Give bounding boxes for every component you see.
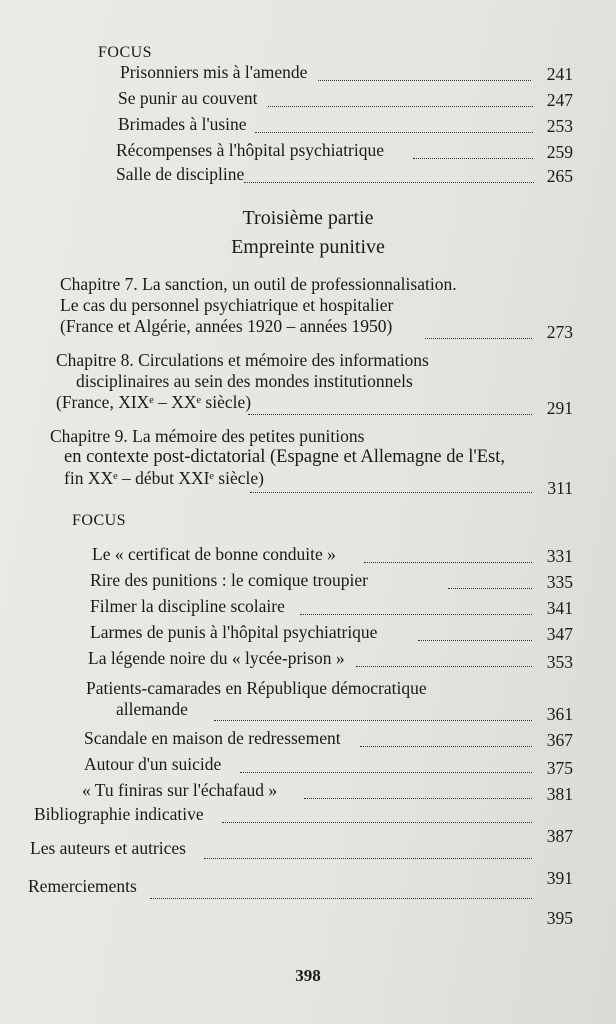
page-number: 395 [546,908,573,928]
chapter-dates: fin XXᵉ – début XXIᵉ siècle) [64,468,264,488]
dot-leader [250,492,532,493]
toc-entry [92,544,336,565]
entry-title: Récompenses à l'hôpital psychiatrique [116,140,385,160]
page-number: 253 [546,116,573,136]
entry-title: Le « certificat de bonne conduite » [92,544,336,564]
dot-leader [222,822,532,823]
chapter-title: Chapitre 7. La sanction, un outil de professionnalisation. [60,274,457,294]
entry-title-continued: allemande [116,699,188,719]
entry-title: Se punir au couvent [118,88,258,108]
dot-leader [255,132,533,133]
page-number: 291 [546,398,573,418]
toc-entry [116,164,244,185]
dot-leader [364,562,532,563]
entry-title: Bibliographie indicative [34,804,204,824]
dot-leader [448,588,532,589]
dot-leader [318,80,531,81]
chapter-subtitle: Le cas du personnel psychiatrique et hospitalier [60,295,394,315]
toc-entry [90,622,377,643]
toc-entry [118,114,247,135]
dot-leader [304,798,532,799]
page-number: 259 [546,142,573,162]
chapter-subtitle: en contexte post-dictatorial (Espagne et Allemagne de l'Est, [64,447,506,467]
dot-leader [360,746,532,747]
toc-entry [120,62,307,83]
entry-title: Scandale en maison de redressement [84,728,341,748]
toc-entry [118,88,257,109]
page-number: 347 [546,624,573,644]
page-folio: 398 [295,966,321,985]
page-number: 387 [546,826,573,846]
chapter-subtitle: disciplinaires au sein des mondes institutionnels [76,371,413,391]
page-number: 331 [546,546,573,566]
part-title: Empreinte punitive [231,236,385,258]
page-number: 241 [546,64,573,84]
entry-title: Prisonniers mis à l'amende [120,62,308,82]
page-number: 367 [546,730,573,750]
dot-leader [413,158,533,159]
page-number: 353 [546,652,573,672]
chapter-dates: (France, XIXᵉ – XXᵉ siècle) [56,392,252,412]
page-number: 391 [546,868,573,888]
dot-leader [425,338,532,339]
toc-entry [90,596,285,617]
page-number: 361 [546,704,573,724]
dot-leader [150,898,532,899]
dot-leader [204,858,532,859]
entry-title: Larmes de punis à l'hôpital psychiatrique [90,622,378,642]
entry-title: « Tu finiras sur l'échafaud » [82,780,278,800]
entry-title: Les auteurs et autrices [30,838,186,858]
dot-leader [300,614,532,615]
toc-entry [88,648,345,669]
entry-title: La légende noire du « lycée-prison » [88,648,345,668]
page-number: 311 [547,478,573,498]
dot-leader [356,666,532,667]
chapter-title: Chapitre 8. Circulations et mémoire des informations [56,350,429,370]
toc-entry [30,838,186,859]
entry-title: Filmer la discipline scolaire [90,596,285,616]
focus-label: FOCUS [98,44,153,61]
page-number: 247 [546,90,573,110]
dot-leader [248,414,532,415]
chapter-entry [60,274,457,337]
toc-entry [84,728,341,749]
page-number: 335 [546,572,573,592]
page-number: 375 [546,758,573,778]
dot-leader [268,106,533,107]
chapter-title: Chapitre 9. La mémoire des petites punitions [50,426,365,446]
page-number: 265 [546,166,573,186]
dot-leader [244,182,534,183]
page-number: 341 [546,598,573,618]
entry-title: Remerciements [28,876,137,896]
page-number: 381 [546,784,573,804]
toc-entry [86,678,427,720]
toc-entry [84,754,221,775]
page-number: 273 [546,322,573,342]
entry-title: Patients-camarades en République démocratique [86,678,427,698]
chapter-dates: (France et Algérie, années 1920 – années 1950) [60,316,393,336]
entry-title: Brimades à l'usine [118,114,247,134]
entry-title: Autour d'un suicide [84,754,222,774]
toc-entry [82,780,277,801]
toc-entry [28,876,137,897]
chapter-entry [56,350,429,413]
part-number: Troisième partie [242,207,374,229]
entry-title: Rire des punitions : le comique troupier [90,570,369,590]
dot-leader [240,772,532,773]
dot-leader [214,720,532,721]
toc-entry [34,804,204,825]
focus-label: FOCUS [72,512,127,529]
toc-entry [116,140,384,161]
chapter-entry [50,426,505,489]
toc-entry [90,570,368,591]
dot-leader [418,640,532,641]
entry-title: Salle de discipline [116,164,245,184]
